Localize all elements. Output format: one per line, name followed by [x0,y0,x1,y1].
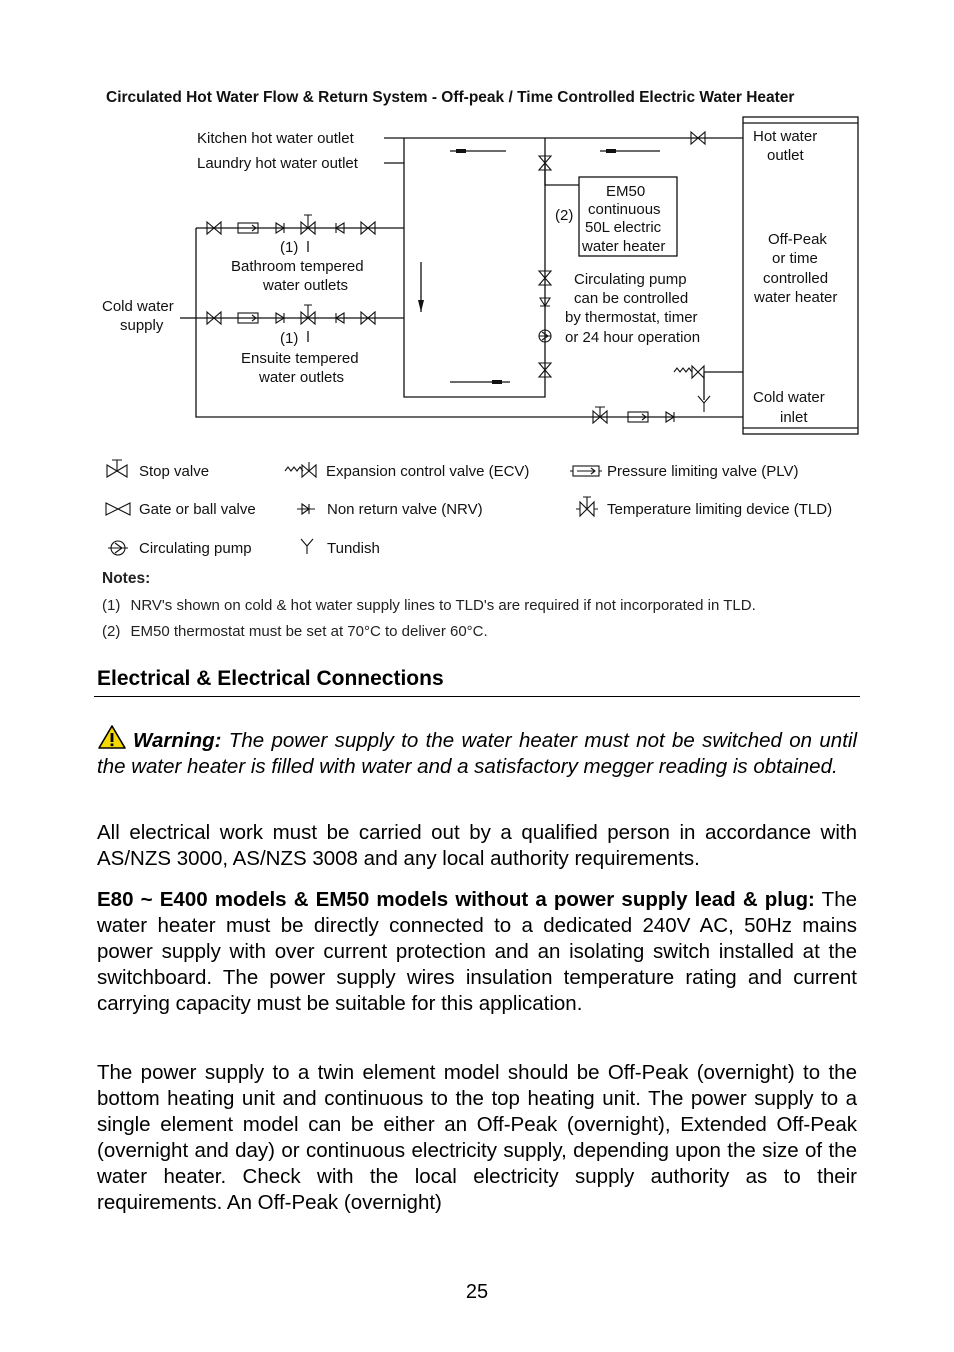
label-laundry: Laundry hot water outlet [197,155,358,172]
label-cw-inlet: Cold water [753,389,825,406]
label-hw-outlet: outlet [767,147,804,164]
legend-tundish: Tundish [327,540,380,557]
label-cold-supply: Cold water [102,298,174,315]
flow-arrow [450,149,506,153]
label-em50: 50L electric [585,219,662,236]
tundish-icon [301,539,313,554]
bathroom-valve-chain [207,215,375,234]
em50-feed [545,138,579,185]
label-pump: or 24 hour operation [565,329,701,346]
cold-inlet-valve-chain [593,407,674,423]
gate-valve-icon [106,503,130,515]
label-pump: Circulating pump [574,271,687,288]
legend-ecv: Expansion control valve (ECV) [326,463,530,480]
relief-drain [704,372,743,400]
label-bathroom: water outlets [263,277,349,294]
legend-plv: Pressure limiting valve (PLV) [607,463,799,480]
tld-icon [576,497,598,516]
label-cw-inlet: inlet [780,409,808,426]
label-cold-supply: supply [120,317,164,334]
note-marker: (2) [102,623,121,640]
ecv-icon [285,462,316,477]
note-item [102,597,756,614]
label-em50: EM50 [606,183,646,200]
label-em50: water heater [582,238,666,255]
label-em50-mark: (2) [555,207,574,224]
nrv-icon [297,504,315,514]
label-tld-mark: (1) [280,239,299,256]
label-offpeak: controlled [763,270,829,287]
ensuite-valve-chain [207,305,375,324]
models-text: The water heater must be directly connected to a dedicated 240V AC, 50Hz mains power supply with over current protection and an isolating switch installed at the switchboard. The power supply wires insulation temperature rating and current carrying capacity must be suitable for this application. [97,888,858,1015]
legend-stop-valve: Stop valve [139,463,210,480]
note-text: EM50 thermostat must be set at 70°C to deliver 60°C. [130,623,488,640]
section-heading: Electrical & Electrical Connections [97,667,444,690]
warning-label: Warning: [133,729,222,752]
section-divider [94,696,860,697]
note-marker: (1) [102,597,121,614]
note-item [102,623,488,640]
label-kitchen: Kitchen hot water outlet [197,130,354,147]
label-pump: by thermostat, timer [565,309,698,326]
warning-text: The power supply to the water heater must not be switched on until the water heater is filled with water and a satisfactory megger reading is obtained. [97,729,857,778]
label-tld-mark: (1) [280,330,299,347]
warning-paragraph [97,724,857,780]
label-offpeak: water heater [754,289,838,306]
legend-nrv: Non return valve (NRV) [327,501,483,518]
page-number: 25 [465,1281,489,1303]
label-offpeak: Off-Peak [768,231,827,248]
paragraph-electrical-work: All electrical work must be carried out by a qualified person in accordance with AS/NZS 3000, AS/NZS 3008 and any local authority requirements. [97,821,857,870]
label-ensuite: Ensuite tempered [241,350,359,367]
plv-icon [570,466,602,476]
ecv-icon [674,366,704,378]
stop-valve-icon [107,460,127,477]
models-label: E80 ~ E400 models & EM50 models without a power supply lead & plug: [97,888,815,911]
label-em50: continuous [588,201,661,218]
legend-pump: Circulating pump [139,540,252,557]
warning-icon [97,724,127,750]
circulating-pump-icon [108,541,128,555]
label-bathroom: Bathroom tempered [231,258,364,275]
label-offpeak: or time [772,250,818,267]
paragraph-models [97,887,857,1017]
hot-water-system-diagram [0,0,954,660]
flow-arrow [600,149,660,153]
legend-gate-valve: Gate or ball valve [139,501,256,518]
notes-heading: Notes: [102,570,151,587]
label-hw-outlet: Hot water [753,128,818,145]
label-ensuite: water outlets [259,369,345,386]
flow-arrow [418,262,424,312]
paragraph-power-supply: The power supply to a twin element model should be Off-Peak (overnight) to the bottom heating unit and continuous to the top heating unit. The power supply to a single element model can be either an Off-Peak (overnight), Extended Off-Peak (overnight and day) or continuous electricity supply, depending upon the size of the water heater. Check with the local electricity supply authority as to their requirements. An Off-Peak (overnight) [97,1061,857,1214]
legend [106,460,832,557]
diagram-title: Circulated Hot Water Flow & Return System - Off-peak / Time Controlled Electric Water Heater [106,89,795,106]
legend-tld: Temperature limiting device (TLD) [607,501,833,518]
note-text: NRV's shown on cold & hot water supply lines to TLD's are required if not incorporated in TLD. [130,597,756,614]
flow-arrow [450,380,510,384]
return-pipe [404,138,545,397]
label-pump: can be controlled [574,290,689,307]
